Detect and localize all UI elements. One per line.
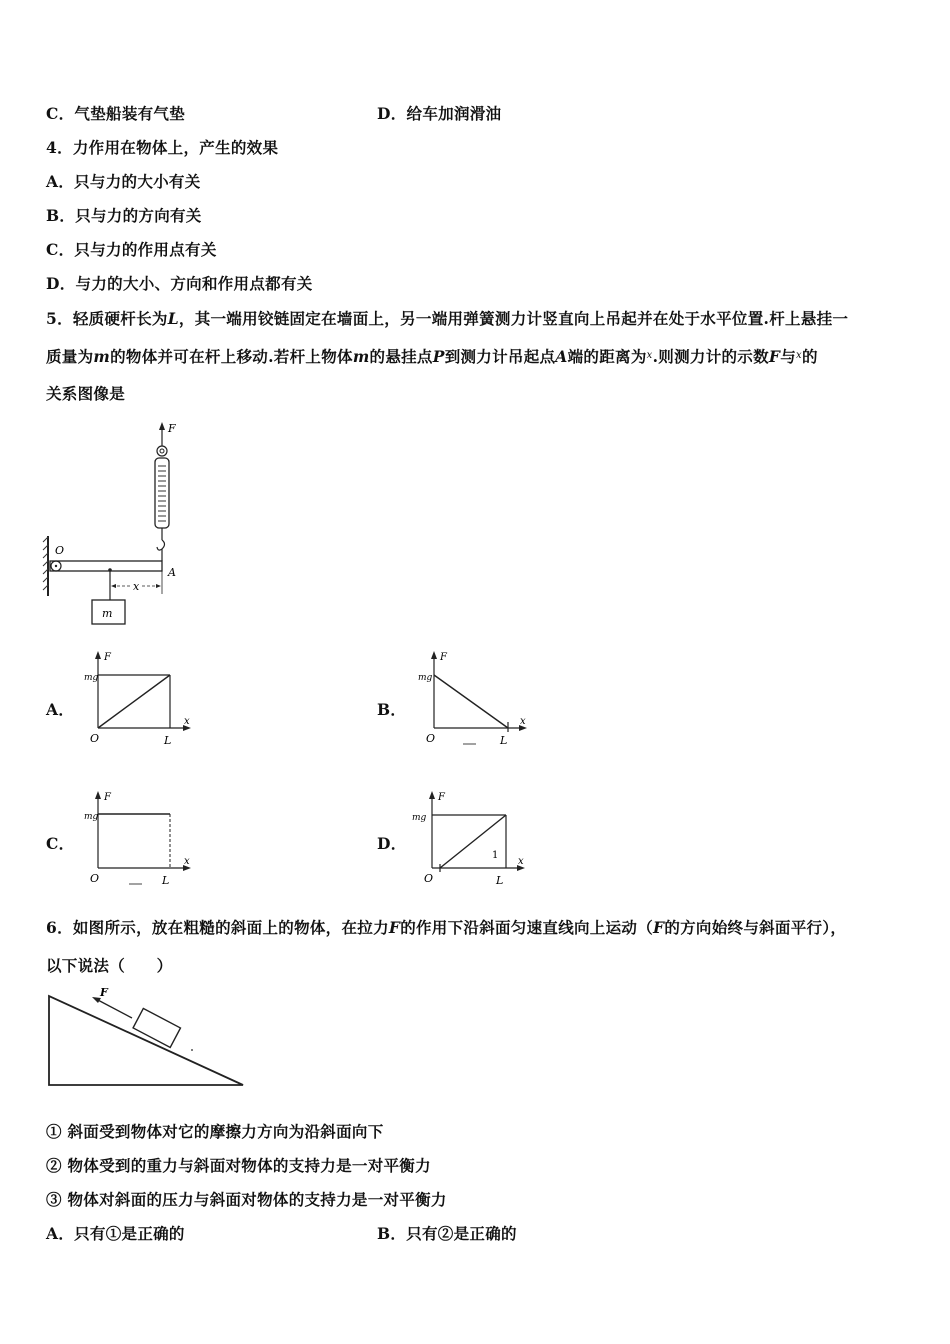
balance-ring [157, 446, 167, 456]
svg-text:mg: mg [418, 673, 433, 683]
label-A: A [168, 566, 176, 579]
label-F: F [168, 422, 176, 435]
graph-b-line [434, 675, 508, 728]
svg-text:L: L [162, 874, 170, 887]
rod [50, 561, 162, 571]
label-F: F [100, 986, 108, 999]
svg-text:L: L [500, 734, 508, 747]
balance-hook [157, 540, 165, 550]
svg-text:O: O [90, 872, 100, 885]
svg-text:O: O [90, 732, 100, 745]
label-O: O [55, 544, 65, 557]
block [133, 1008, 180, 1047]
svg-text:F: F [440, 652, 447, 663]
q3-option-c: C．气垫船装有气垫 [46, 104, 186, 123]
svg-text:x: x [518, 856, 524, 867]
q5-option-a-label: A． [46, 700, 75, 719]
svg-text:1: 1 [492, 850, 499, 861]
q4-option-a: A．只与力的大小有关 [46, 172, 201, 191]
svg-text:F: F [438, 792, 445, 803]
svg-text:x: x [184, 716, 190, 727]
q5-setup-figure [40, 418, 190, 630]
label-m: m [102, 607, 113, 620]
q6-statement-1: ① 斜面受到物体对它的摩擦力方向为沿斜面向下 [46, 1122, 384, 1141]
q5-stem-line2: 质量为m的物体并可在杆上移动.若杆上物体m的悬挂点P到测力计吊起点A端的距离为$^x$.则测力计的示数F与$^x$的 [46, 347, 818, 366]
q6-incline-figure [40, 984, 250, 1088]
svg-text:mg: mg [84, 812, 99, 822]
force-arrow-head [159, 422, 165, 430]
label-x: x [133, 580, 140, 593]
svg-text:x: x [520, 716, 526, 727]
q5-option-c-label: C． [46, 834, 75, 853]
pull-force-arrow-line [96, 999, 132, 1018]
balance-scale [158, 466, 166, 521]
svg-text:L: L [496, 874, 504, 887]
svg-text:O: O [424, 872, 434, 885]
svg-text:O: O [426, 732, 436, 745]
svg-text:x: x [184, 856, 190, 867]
q5-graph-c [84, 788, 196, 888]
q5-option-b-label: B． [377, 700, 407, 719]
svg-text:mg: mg [412, 813, 427, 823]
balance-body [155, 458, 169, 528]
q5-stem-line3: 关系图像是 [46, 384, 126, 403]
q4-option-b: B．只与力的方向有关 [46, 206, 202, 225]
svg-text:L: L [164, 734, 172, 747]
q4-option-c: C．只与力的作用点有关 [46, 240, 217, 259]
svg-text:F: F [104, 652, 111, 663]
q3-option-d: D．给车加润滑油 [377, 104, 502, 123]
q5-stem-line1: 5．轻质硬杆长为L，其一端用铰链固定在墙面上，另一端用弹簧测力计竖直向上吊起并在处于水平位置.杆上悬挂一 [46, 309, 849, 328]
q5-graph-a [84, 648, 196, 748]
graph-a-line [98, 675, 170, 728]
svg-text:mg: mg [84, 673, 99, 683]
q6-stem-line1: 6．如图所示，放在粗糙的斜面上的物体，在拉力F的作用下沿斜面匀速直线向上运动（F的方向始终与斜面平行）， [46, 918, 847, 937]
q6-statement-3: ③ 物体对斜面的压力与斜面对物体的支持力是一对平衡力 [46, 1190, 447, 1209]
q4-stem: 4．力作用在物体上，产生的效果 [46, 138, 279, 157]
svg-text:F: F [104, 792, 111, 803]
q4-option-d: D．与力的大小、方向和作用点都有关 [46, 274, 313, 293]
q6-stem-line2: 以下说法（ ） [46, 956, 173, 975]
q5-graph-b [418, 648, 533, 748]
q6-statement-2: ② 物体受到的重力与斜面对物体的支持力是一对平衡力 [46, 1156, 431, 1175]
q6-option-a: A．只有①是正确的 [46, 1224, 185, 1243]
q5-option-d-label: D． [377, 834, 407, 853]
q6-option-b: B．只有②是正确的 [377, 1224, 517, 1243]
q5-graph-d [412, 788, 532, 888]
